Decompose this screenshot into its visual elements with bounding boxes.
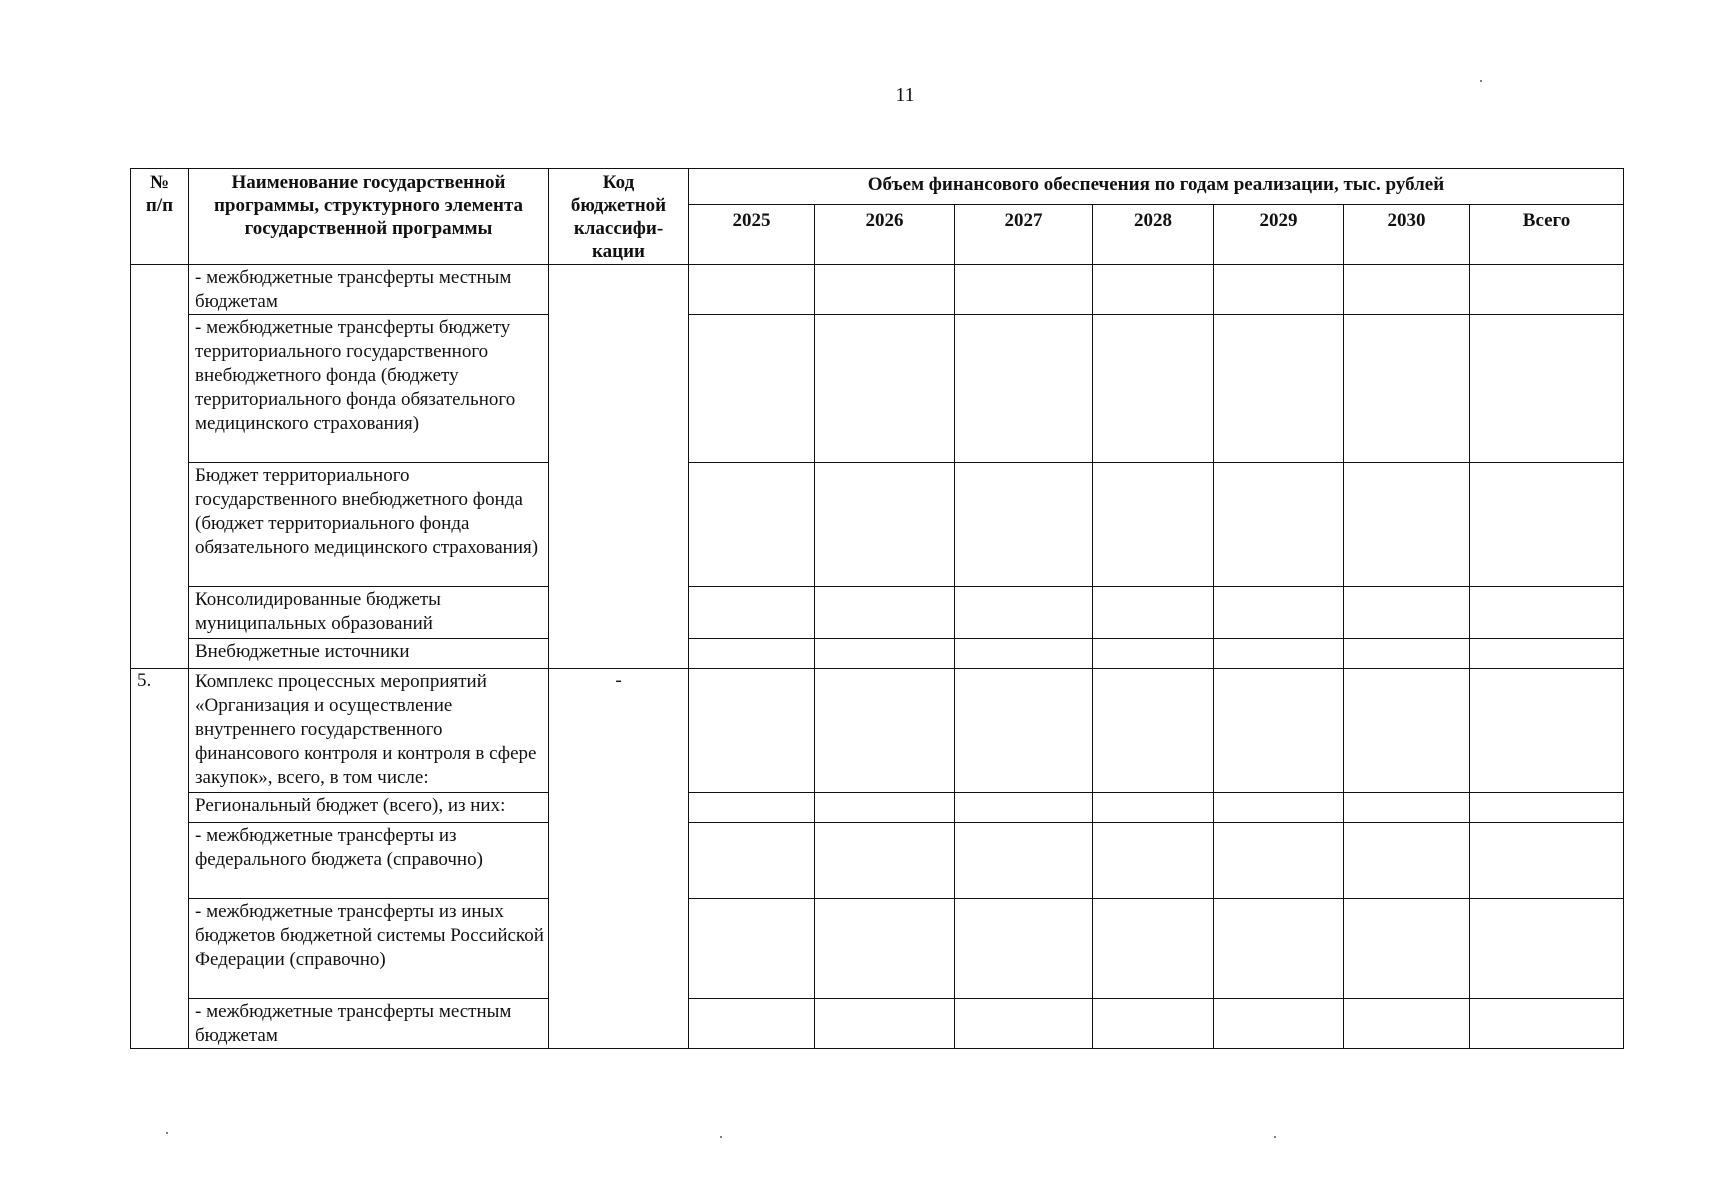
table-row (131, 265, 1624, 315)
table-row (131, 899, 1624, 999)
cell-2025 (689, 793, 815, 823)
cell-2027 (955, 669, 1093, 793)
cell-2030 (1344, 999, 1470, 1049)
cell-2028 (1093, 823, 1214, 899)
cell-2025 (689, 999, 815, 1049)
cell-2026 (815, 823, 955, 899)
cell-2026 (815, 265, 955, 315)
cell-total (1470, 793, 1624, 823)
cell-2026 (815, 899, 955, 999)
cell-2029 (1214, 669, 1344, 793)
cell-2026 (815, 587, 955, 639)
row-name: Внебюджетные источники (189, 639, 549, 669)
row-code (549, 265, 689, 669)
table-row (131, 639, 1624, 669)
cell-2028 (1093, 899, 1214, 999)
cell-2029 (1214, 587, 1344, 639)
header-year-2030: 2030 (1344, 205, 1470, 265)
page-number: 11 (895, 84, 915, 106)
row-name: - межбюджетные трансферты из иных бюджетов бюджетной системы Российской Федерации (справочно) (189, 899, 549, 999)
cell-2027 (955, 265, 1093, 315)
cell-2027 (955, 315, 1093, 463)
cell-2029 (1214, 463, 1344, 587)
cell-2026 (815, 463, 955, 587)
header-code: Код бюджетной классифи-кации (549, 169, 689, 265)
cell-2030 (1344, 265, 1470, 315)
cell-total (1470, 639, 1624, 669)
financing-table (130, 168, 1624, 1049)
cell-total (1470, 999, 1624, 1049)
row-name: - межбюджетные трансферты местным бюджетам (189, 999, 549, 1049)
table-row (131, 823, 1624, 899)
row-name: Бюджет территориального государственного внебюджетного фонда (бюджет территориального фонда обязательного медицинского страхования) (189, 463, 549, 587)
cell-2028 (1093, 587, 1214, 639)
row-name: Региональный бюджет (всего), из них: (189, 793, 549, 823)
header-num: № п/п (131, 169, 189, 265)
cell-total (1470, 823, 1624, 899)
scan-speck (166, 1132, 168, 1134)
cell-total (1470, 463, 1624, 587)
cell-2026 (815, 999, 955, 1049)
cell-2029 (1214, 793, 1344, 823)
cell-2026 (815, 669, 955, 793)
cell-2025 (689, 899, 815, 999)
cell-2026 (815, 639, 955, 669)
cell-total (1470, 315, 1624, 463)
cell-2029 (1214, 639, 1344, 669)
row-name: - межбюджетные трансферты бюджету территориального государственного внебюджетного фонда (бюджету территориального фонда обязательного медицинского страхования) (189, 315, 549, 463)
header-year-2026: 2026 (815, 205, 955, 265)
cell-total (1470, 899, 1624, 999)
cell-2030 (1344, 823, 1470, 899)
cell-2025 (689, 587, 815, 639)
cell-2027 (955, 999, 1093, 1049)
table-row (131, 587, 1624, 639)
cell-2029 (1214, 315, 1344, 463)
header-year-2025: 2025 (689, 205, 815, 265)
cell-2030 (1344, 587, 1470, 639)
cell-2028 (1093, 463, 1214, 587)
cell-2025 (689, 669, 815, 793)
cell-2025 (689, 639, 815, 669)
table-row (131, 463, 1624, 587)
row-code: - (549, 669, 689, 1049)
row-name: Комплекс процессных мероприятий «Организация и осуществление внутреннего государственного финансового контроля и контроля в сфере закупок», всего, в том числе: (189, 669, 549, 793)
row-num: 5. (131, 669, 189, 1049)
cell-2030 (1344, 899, 1470, 999)
header-name: Наименование государственной программы, структурного элемента государственной программы (189, 169, 549, 265)
cell-2028 (1093, 639, 1214, 669)
cell-2026 (815, 315, 955, 463)
cell-2027 (955, 899, 1093, 999)
cell-2027 (955, 587, 1093, 639)
scan-speck (1480, 80, 1482, 82)
cell-2027 (955, 823, 1093, 899)
cell-2028 (1093, 315, 1214, 463)
cell-2028 (1093, 999, 1214, 1049)
cell-2029 (1214, 265, 1344, 315)
table-row (131, 669, 1624, 793)
scan-speck (1274, 1136, 1276, 1138)
cell-2025 (689, 463, 815, 587)
row-name: - межбюджетные трансферты местным бюджетам (189, 265, 549, 315)
cell-total (1470, 669, 1624, 793)
cell-2030 (1344, 463, 1470, 587)
header-year-2028: 2028 (1093, 205, 1214, 265)
cell-2025 (689, 823, 815, 899)
cell-2025 (689, 315, 815, 463)
cell-2030 (1344, 639, 1470, 669)
cell-2029 (1214, 823, 1344, 899)
cell-2029 (1214, 999, 1344, 1049)
table-row (131, 315, 1624, 463)
table-row (131, 999, 1624, 1049)
cell-total (1470, 587, 1624, 639)
cell-2025 (689, 265, 815, 315)
header-volume: Объем финансового обеспечения по годам реализации, тыс. рублей (689, 169, 1624, 205)
header-year-2029: 2029 (1214, 205, 1344, 265)
row-num (131, 265, 189, 669)
cell-2030 (1344, 793, 1470, 823)
table-row (131, 793, 1624, 823)
cell-2027 (955, 463, 1093, 587)
cell-2030 (1344, 315, 1470, 463)
scan-speck (720, 1136, 722, 1138)
cell-2027 (955, 793, 1093, 823)
cell-2029 (1214, 899, 1344, 999)
cell-2030 (1344, 669, 1470, 793)
cell-2028 (1093, 265, 1214, 315)
cell-2028 (1093, 793, 1214, 823)
row-name: Консолидированные бюджеты муниципальных образований (189, 587, 549, 639)
cell-2027 (955, 639, 1093, 669)
cell-2026 (815, 793, 955, 823)
cell-total (1470, 265, 1624, 315)
header-total: Всего (1470, 205, 1624, 265)
header-year-2027: 2027 (955, 205, 1093, 265)
row-name: - межбюджетные трансферты из федерального бюджета (справочно) (189, 823, 549, 899)
cell-2028 (1093, 669, 1214, 793)
